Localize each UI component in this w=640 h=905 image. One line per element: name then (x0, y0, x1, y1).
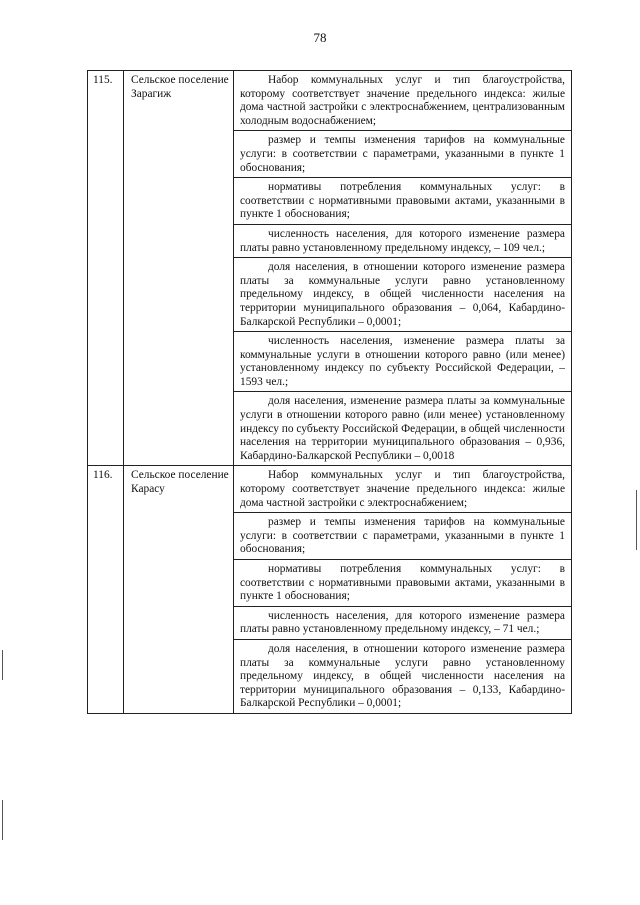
description-paragraph: численность населения, для которого изменение размера платы равно установленному предельному индексу, – 109 чел.; (234, 224, 571, 257)
description-paragraph: размер и темпы изменения тарифов на коммунальные услуги: в соответствии с параметрами, указанными в пункте 1 обоснования; (234, 130, 571, 177)
settlement-name: Сельское поселение Карасу (124, 466, 234, 714)
row-number: 115. (88, 71, 124, 466)
scan-edge-mark (2, 650, 3, 680)
description-paragraph: численность населения, изменение размера платы за коммунальные услуги в отношении которого равно (или менее) установленному индексу по субъекту Российской Федерации, – 1593 чел.; (234, 331, 571, 391)
scan-edge-mark (2, 800, 3, 840)
description-paragraph: размер и темпы изменения тарифов на коммунальные услуги: в соответствии с параметрами, указанными в пункте 1 обоснования; (234, 512, 571, 559)
description-paragraph: Набор коммунальных услуг и тип благоустройства, которому соответствует значение предельного индекса: жилые дома частной застройки с электроснабжением, централизованным холодным водоснабжением; (240, 74, 565, 127)
description-paragraph: Набор коммунальных услуг и тип благоустройства, которому соответствует значение предельного индекса: жилые дома частной застройки с электроснабжением; (240, 469, 565, 509)
description-paragraph: доля населения, изменение размера платы за коммунальные услуги в отношении которого равно (или менее) установленному индексу по субъекту Российской Федерации, в общей численности населения на территории муниципального образования – 0,936, Кабардино-Балкарской Республики – 0,0018 (234, 391, 571, 465)
description-paragraph: доля населения, в отношении которого изменение размера платы за коммунальные услуги равно установленному предельному индексу, в общей численности населения на территории муниципального образования – 0,064, Кабардино-Балкарской Республики – 0,0001; (234, 257, 571, 331)
indices-table (87, 70, 572, 714)
description-paragraph: нормативы потребления коммунальных услуг: в соответствии с нормативными правовыми актами, указанными в пункте 1 обоснования; (234, 559, 571, 606)
table-row (88, 71, 572, 466)
table-row (88, 466, 572, 714)
scan-edge-mark (636, 490, 637, 550)
description-cell (234, 71, 572, 466)
description-paragraph: доля населения, в отношении которого изменение размера платы за коммунальные услуги равно установленному предельному индексу, в общей численности населения на территории муниципального образования – 0,133, Кабардино-Балкарской Республики – 0,0001; (234, 639, 571, 713)
settlement-name: Сельское поселение Зарагиж (124, 71, 234, 466)
description-cell (234, 466, 572, 714)
description-paragraph: нормативы потребления коммунальных услуг: в соответствии с нормативными правовыми актами, указанными в пункте 1 обоснования; (234, 177, 571, 224)
row-number: 116. (88, 466, 124, 714)
page-number: 78 (313, 30, 327, 45)
description-paragraph: численность населения, для которого изменение размера платы равно установленному предельному индексу, – 71 чел.; (234, 606, 571, 639)
